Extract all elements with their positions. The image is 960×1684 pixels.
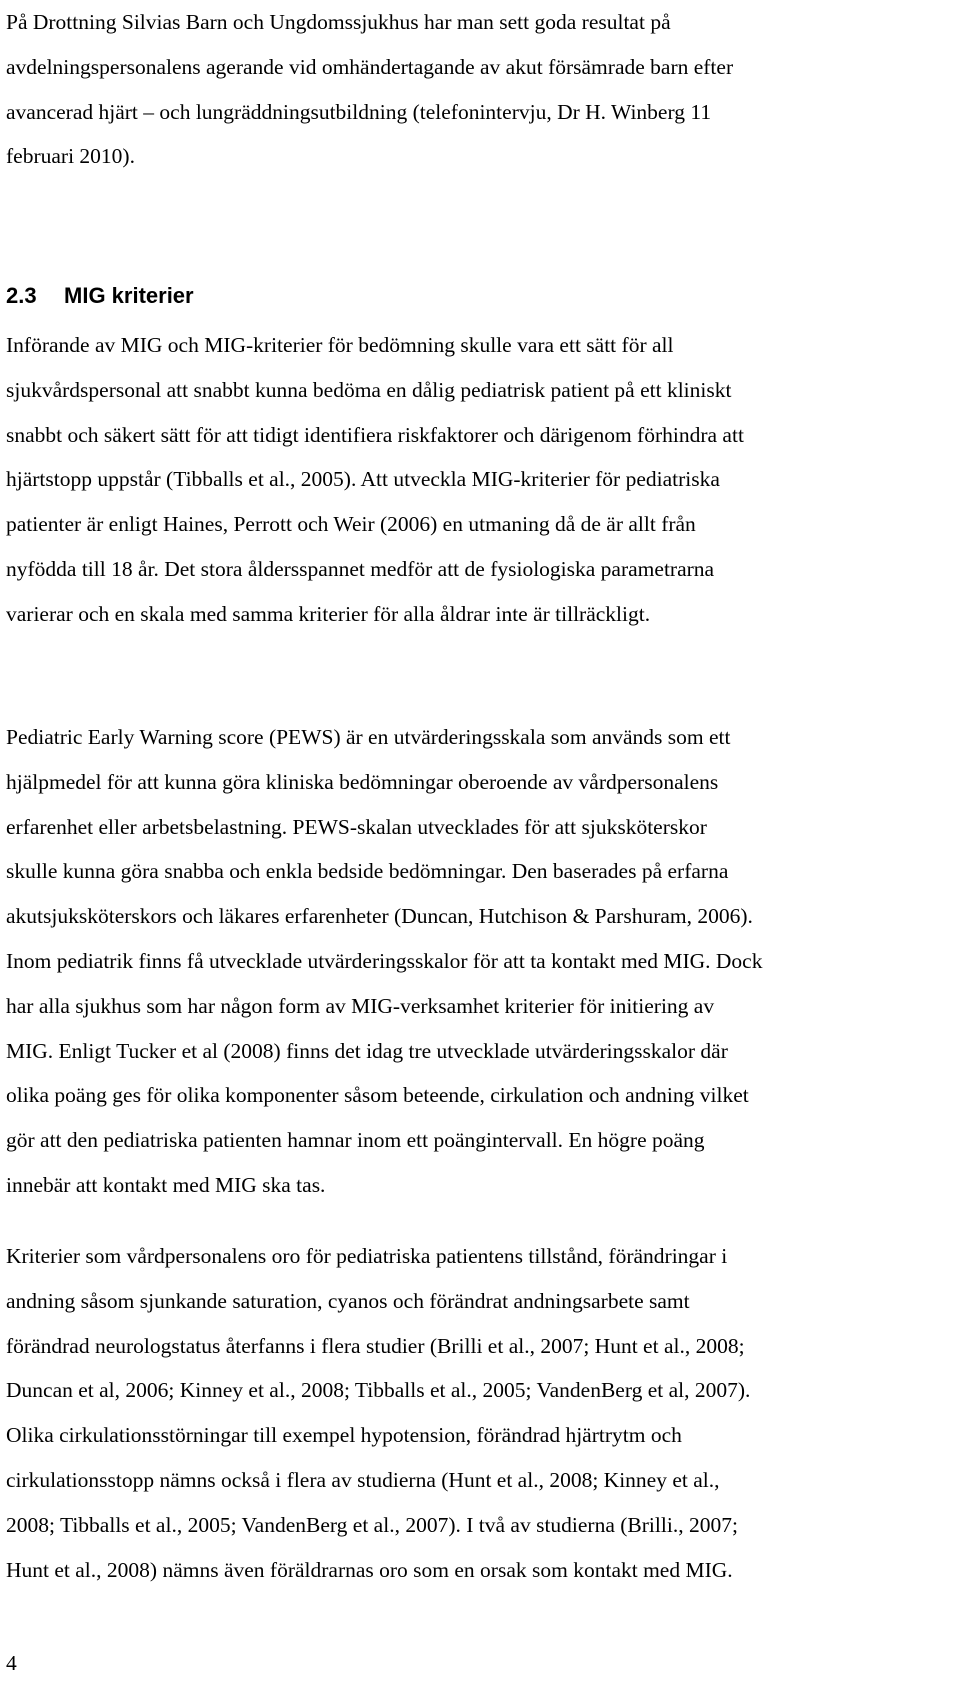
text-line: 2008; Tibballs et al., 2005; VandenBerg et al., 2007). I två av studierna (Brilli., 2007; — [6, 1512, 738, 1537]
text-line: sjukvårdspersonal att snabbt kunna bedöma en dålig pediatrisk patient på ett kliniskt — [6, 377, 732, 402]
criteria-paragraph — [6, 1234, 944, 1592]
text-line: Duncan et al, 2006; Kinney et al., 2008; Tibballs et al., 2005; VandenBerg et al, 2007). — [6, 1378, 751, 1403]
text-line: andning såsom sjunkande saturation, cyanos och förändrat andningsarbete samt — [6, 1288, 690, 1313]
text-line: erfarenhet eller arbetsbelastning. PEWS-skalan utvecklades för att sjuksköterskor — [6, 814, 707, 839]
text-line: gör att den pediatriska patienten hamnar inom ett poängintervall. En högre poäng — [6, 1128, 705, 1153]
text-line: nyfödda till 18 år. Det stora åldersspannet medför att de fysiologiska parametrarna — [6, 556, 715, 581]
text-line: Hunt et al., 2008) nämns även föräldrarnas oro som en orsak som kontakt med MIG. — [6, 1557, 733, 1582]
text-line: hjälpmedel för att kunna göra kliniska bedömningar oberoende av vårdpersonalens — [6, 769, 719, 794]
text-line: MIG. Enligt Tucker et al (2008) finns det idag tre utvecklade utvärderingsskalor där — [6, 1038, 728, 1063]
text-line: På Drottning Silvias Barn och Ungdomssjukhus har man sett goda resultat på — [6, 10, 671, 34]
text-line: har alla sjukhus som har någon form av MIG-verksamhet kriterier för initiering av — [6, 993, 715, 1018]
text-line: Olika cirkulationsstörningar till exempel hypotension, förändrad hjärtrytm och — [6, 1423, 682, 1448]
text-line: förändrad neurologstatus återfanns i flera studier (Brilli et al., 2007; Hunt et al., 2008; — [6, 1333, 745, 1358]
intro-paragraph — [6, 0, 944, 179]
text-line: snabbt och säkert sätt för att tidigt identifiera riskfaktorer och därigenom förhindra att — [6, 422, 744, 447]
mig-criteria-paragraph — [6, 323, 944, 637]
text-line: patienter är enligt Haines, Perrott och Weir (2006) en utmaning då de är allt från — [6, 512, 696, 537]
text-line: cirkulationsstopp nämns också i flera av studierna (Hunt et al., 2008; Kinney et al., — [6, 1467, 720, 1492]
text-line: Kriterier som vårdpersonalens oro för pediatriska patientens tillstånd, förändringar i — [6, 1244, 728, 1268]
text-line: Inom pediatrik finns få utvecklade utvärderingsskalor för att ta kontakt med MIG. Dock — [6, 948, 763, 973]
text-line: Införande av MIG och MIG-kriterier för bedömning skulle vara ett sätt för all — [6, 333, 674, 357]
text-line: akutsjuksköterskors och läkares erfarenheter (Duncan, Hutchison & Parshuram, 2006). — [6, 904, 753, 929]
text-line: februari 2010). — [6, 144, 135, 169]
section-title: MIG kriterier — [64, 283, 194, 308]
text-line: hjärtstopp uppstår (Tibballs et al., 2005). Att utveckla MIG-kriterier för pediatriska — [6, 467, 720, 492]
text-line: avdelningspersonalens agerande vid omhändertagande av akut försämrade barn efter — [6, 54, 734, 79]
text-line: Pediatric Early Warning score (PEWS) är en utvärderingsskala som används som ett — [6, 725, 731, 749]
text-line: olika poäng ges för olika komponenter såsom beteende, cirkulation och andning vilket — [6, 1083, 749, 1108]
text-line: skulle kunna göra snabba och enkla bedside bedömningar. Den baserades på erfarna — [6, 859, 729, 884]
text-line: innebär att kontakt med MIG ska tas. — [6, 1172, 326, 1197]
section-heading — [6, 272, 194, 320]
page-number: 4 — [6, 1651, 17, 1675]
text-line: avancerad hjärt – och lungräddningsutbildning (telefonintervju, Dr H. Winberg 11 — [6, 99, 712, 124]
text-line: varierar och en skala med samma kriterier för alla åldrar inte är tillräckligt. — [6, 601, 651, 626]
pews-paragraph — [6, 715, 944, 1208]
section-number: 2.3 — [6, 283, 37, 308]
